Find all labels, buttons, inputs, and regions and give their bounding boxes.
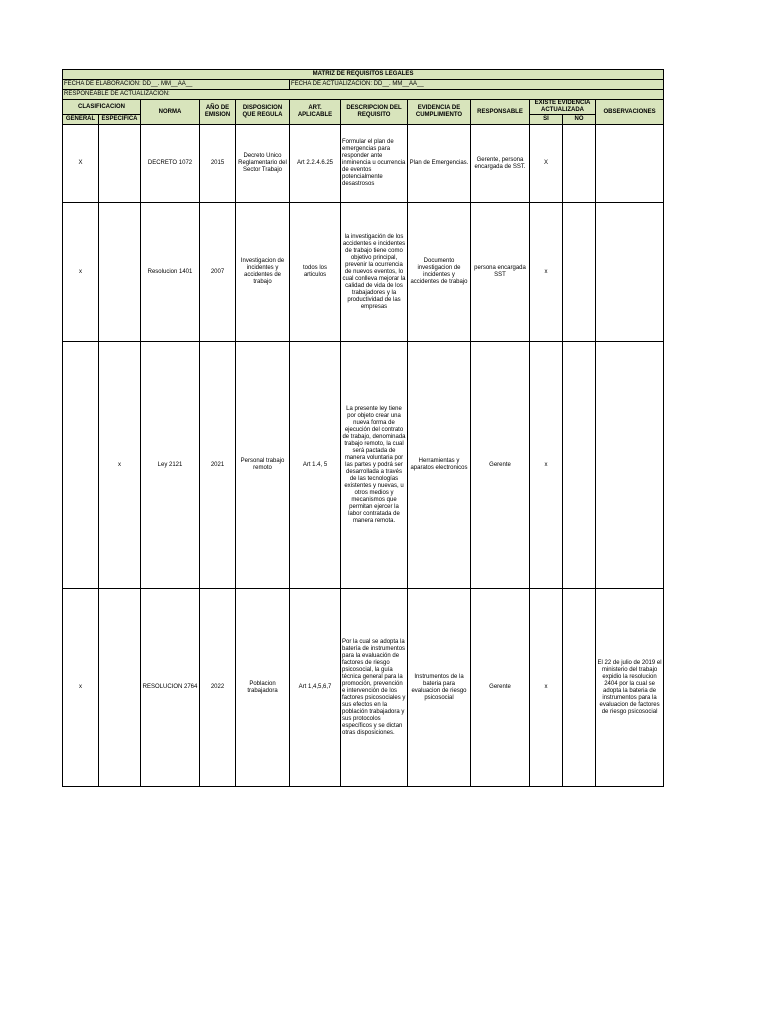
cell-no — [563, 342, 596, 589]
cell-no — [563, 203, 596, 342]
cell-especifica: x — [99, 342, 141, 589]
header-si: SI — [530, 115, 563, 125]
cell-responsable: Gerente — [471, 589, 530, 787]
cell-art: Art 1.4, 5 — [290, 342, 341, 589]
header-no: NO — [563, 115, 596, 125]
table-row — [63, 589, 664, 787]
cell-general: X — [63, 125, 99, 203]
cell-disposicion: Poblacion trabajadora — [236, 589, 290, 787]
cell-especifica — [99, 125, 141, 203]
cell-responsable: persona encargada SST — [471, 203, 530, 342]
cell-responsable: Gerente, persona encargada de SST. — [471, 125, 530, 203]
table-row — [63, 203, 664, 342]
cell-descripcion: Por la cual se adopta la batería de instrumentos para la evaluación de factores de riesgo psicosocial, la guía técnica general para la promoción, prevención e intervención de los factores psicosociales y sus efectos en la población trabajadora y sus protocolos específicos y se dictan otras disposiciones. — [341, 589, 408, 787]
cell-disposicion: Personal trabajo remoto — [236, 342, 290, 589]
cell-anio: 2022 — [200, 589, 236, 787]
header-disposicion: DISPOSICION QUE REGULA — [236, 100, 290, 125]
cell-evidencia: Herramientas y aparatos electronicos — [408, 342, 471, 589]
legal-requirements-matrix — [62, 69, 664, 787]
cell-observaciones: El 22 de julio de 2019 el ministerio del trabajo expidio la resolucion 2404 por la cual se adopta la bateria de instrumentos para la evaluacion de factores de riesgo psicosocial — [596, 589, 664, 787]
cell-anio: 2015 — [200, 125, 236, 203]
header-art-aplicable: ART. APLICABLE — [290, 100, 341, 125]
cell-disposicion: Decreto Unico Reglamentario del Sector Trabajo — [236, 125, 290, 203]
cell-si: x — [530, 203, 563, 342]
cell-norma: DECRETO 1072 — [141, 125, 200, 203]
header-responsable: RESPONSABLE — [471, 100, 530, 125]
header-evidencia: EVIDENCIA DE CUMPLIMIENTO — [408, 100, 471, 125]
cell-descripcion: La presente ley tiene por objeto crear una nueva forma de ejecución del contrato de trabajo, denominada trabajo remoto, la cual será pactada de manera voluntaria por las partes y podrá ser desarrollada a través de las tecnologías existentes y nuevas, u otros medios y mecanismos que permitan ejercer la labor contratada de manera remota. — [341, 342, 408, 589]
header-existe-evidencia: EXISTE EVIDENCIA ACTUALIZADA — [530, 100, 596, 115]
header-anio: AÑO DE EMISION — [200, 100, 236, 125]
cell-art: todos los articulos — [290, 203, 341, 342]
cell-general — [63, 342, 99, 589]
table-row — [63, 125, 664, 203]
cell-evidencia: Plan de Emergencias. — [408, 125, 471, 203]
cell-observaciones — [596, 342, 664, 589]
cell-no — [563, 589, 596, 787]
fecha-actualizacion: FECHA DE ACTUALIZACION: DD__. MM__AA__ — [290, 80, 664, 90]
cell-evidencia: Documento investigacion de incidentes y accidentes de trabajo — [408, 203, 471, 342]
cell-norma: Ley 2121 — [141, 342, 200, 589]
matrix-title: MATRIZ DE REQUISITOS LEGALES — [63, 70, 664, 80]
header-clasificacion: CLASIFICACION — [63, 100, 141, 115]
header-especifica: ESPECIFICA — [99, 115, 141, 125]
header-observaciones: OBSERVACIONES — [596, 100, 664, 125]
responsable-actualizacion: RESPONEABLE DE ACTUALIZACION: — [63, 90, 664, 100]
table-row — [63, 342, 664, 589]
cell-responsable: Gerente — [471, 342, 530, 589]
cell-observaciones — [596, 125, 664, 203]
cell-general: x — [63, 589, 99, 787]
cell-anio: 2021 — [200, 342, 236, 589]
cell-observaciones — [596, 203, 664, 342]
cell-evidencia: Instrumentos de la bateria para evaluacion de riesgo psicosocial — [408, 589, 471, 787]
header-descripcion: DESCRIPCION DEL REQUISITO — [341, 100, 408, 125]
fecha-elaboracion: FECHA DE ELABORACION: DD__. MM__AA__ — [63, 80, 290, 90]
cell-art: Art 2.2.4.6.25 — [290, 125, 341, 203]
header-norma: NORMA — [141, 100, 200, 125]
cell-art: Art 1,4,5,6,7 — [290, 589, 341, 787]
cell-general: x — [63, 203, 99, 342]
cell-si: x — [530, 342, 563, 589]
cell-no — [563, 125, 596, 203]
cell-especifica — [99, 589, 141, 787]
header-general: GENERAL — [63, 115, 99, 125]
cell-anio: 2007 — [200, 203, 236, 342]
cell-disposicion: Investigacion de incidentes y accidentes de trabajo — [236, 203, 290, 342]
cell-descripcion: Formular el plan de emergencias para responder ante inminencia u ocurrencia de eventos potencialmente desastrosos — [341, 125, 408, 203]
cell-descripcion: la investigación de los accidentes e incidentes de trabajo tiene como objetivo principal, prevenir la ocurrencia de nuevos eventos, lo cual conlleva mejorar la calidad de vida de los trabajadores y la productividad de las empresas — [341, 203, 408, 342]
cell-si: X — [530, 125, 563, 203]
cell-norma: Resolucion 1401 — [141, 203, 200, 342]
cell-especifica — [99, 203, 141, 342]
cell-norma: RESOLUCION 2764 — [141, 589, 200, 787]
cell-si: x — [530, 589, 563, 787]
